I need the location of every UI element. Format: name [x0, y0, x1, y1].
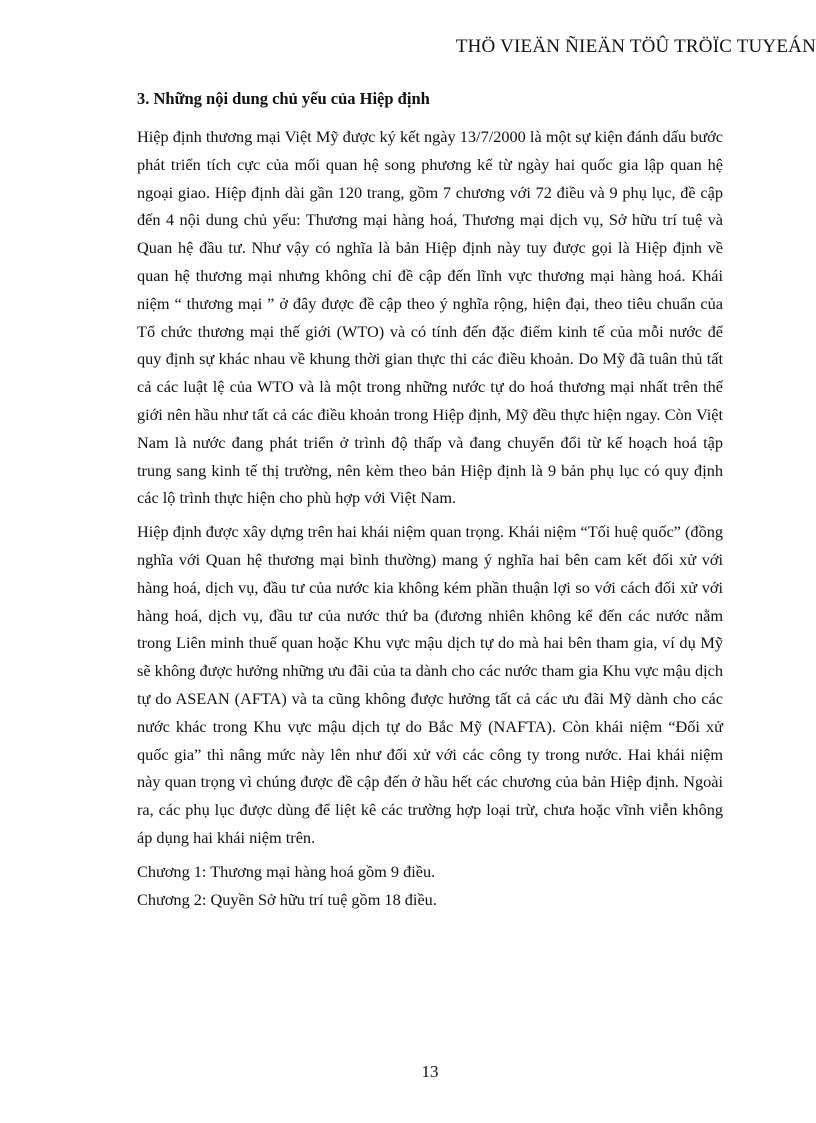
section-heading: 3. Những nội dung chủ yếu của Hiệp định	[137, 89, 430, 108]
paragraph-overview: Hiệp định thương mại Việt Mỹ được ký kết ngày 13/7/2000 là một sự kiện đánh dấu bước phát triển tích cực của mối quan hệ song phương kể từ ngày hai quốc gia lập quan hệ ngoại giao. Hiệp định dài gần 120 trang, gồm 7 chương với 72 điều và 9 phụ lục, đề cập đến 4 nội dung chủ yếu: Thương mại hàng hoá, Thương mại dịch vụ, Sở hữu trí tuệ và Quan hệ đầu tư. Như vậy có nghĩa là bản Hiệp định này tuy được gọi là Hiệp định về quan hệ thương mại nhưng không chỉ đề cập đến lĩnh vực thương mại hàng hoá. Khái niệm “ thương mại ” ở đây được đề cập theo ý nghĩa rộng, hiện đại, theo tiêu chuẩn của Tổ chức thương mại thế giới (WTO) và có tính đến đặc điểm kinh tế của mỗi nước để quy định sự khác nhau về khung thời gian thực thi các điều khoản. Do Mỹ đã tuân thủ tất cả các luật lệ của WTO và là một trong những nước tự do hoá thương mại nhất trên thế giới nên hầu như tất cả các điều khoản trong Hiệp định, Mỹ đều thực hiện ngay. Còn Việt Nam là nước đang phát triển ở trình độ thấp và đang chuyển đổi từ kế hoạch hoá tập trung sang kinh tế thị trường, nên kèm theo bản Hiệp định là 9 bản phụ lục có quy định các lộ trình thực hiện cho phù hợp với Việt Nam.	[137, 127, 723, 508]
page-number: 13	[421, 1062, 439, 1081]
paragraph-key-concepts: Hiệp định được xây dựng trên hai khái niệm quan trọng. Khái niệm “Tối huệ quốc” (đồng nghĩa với Quan hệ thương mại bình thường) mang ý nghĩa hai bên cam kết đối xử với hàng hoá, dịch vụ, đầu tư của nước kia không kém phần thuận lợi so với cách đối xử với hàng hoá, dịch vụ, đầu tư của nước thứ ba (đương nhiên không kể đến các nước nằm trong Liên minh thuế quan hoặc Khu vực mậu dịch tự do mà hai bên tham gia, ví dụ Mỹ sẽ không được hưởng những ưu đãi của ta dành cho các nước tham gia Khu vực mậu dịch tự do ASEAN (AFTA) và ta cũng không được hưởng tất cả các ưu đãi Mỹ dành cho các nước khác trong Khu vực mậu dịch tự do Bắc Mỹ (NAFTA). Còn khái niệm “Đối xử quốc gia” thì nâng mức này lên như đối xử với các công ty trong nước. Hai khái niệm này quan trọng vì chúng được đề cập đến ở hầu hết các chương của bản Hiệp định. Ngoài ra, các phụ lục được dùng để liệt kê các trường hợp loại trừ, chưa hoặc vĩnh viễn không áp dụng hai khái niệm trên.	[137, 522, 723, 847]
chapter-line-2: Chương 2: Quyền Sở hữu trí tuệ gồm 18 điều.	[137, 889, 437, 909]
page-content	[137, 88, 723, 913]
running-header: THÖ VIEÄN ÑIEÄN TÖÛ TRÖÏC TUYEÁN	[455, 36, 816, 57]
chapter-line-1: Chương 1: Thương mại hàng hoá gồm 9 điều.	[137, 861, 436, 881]
